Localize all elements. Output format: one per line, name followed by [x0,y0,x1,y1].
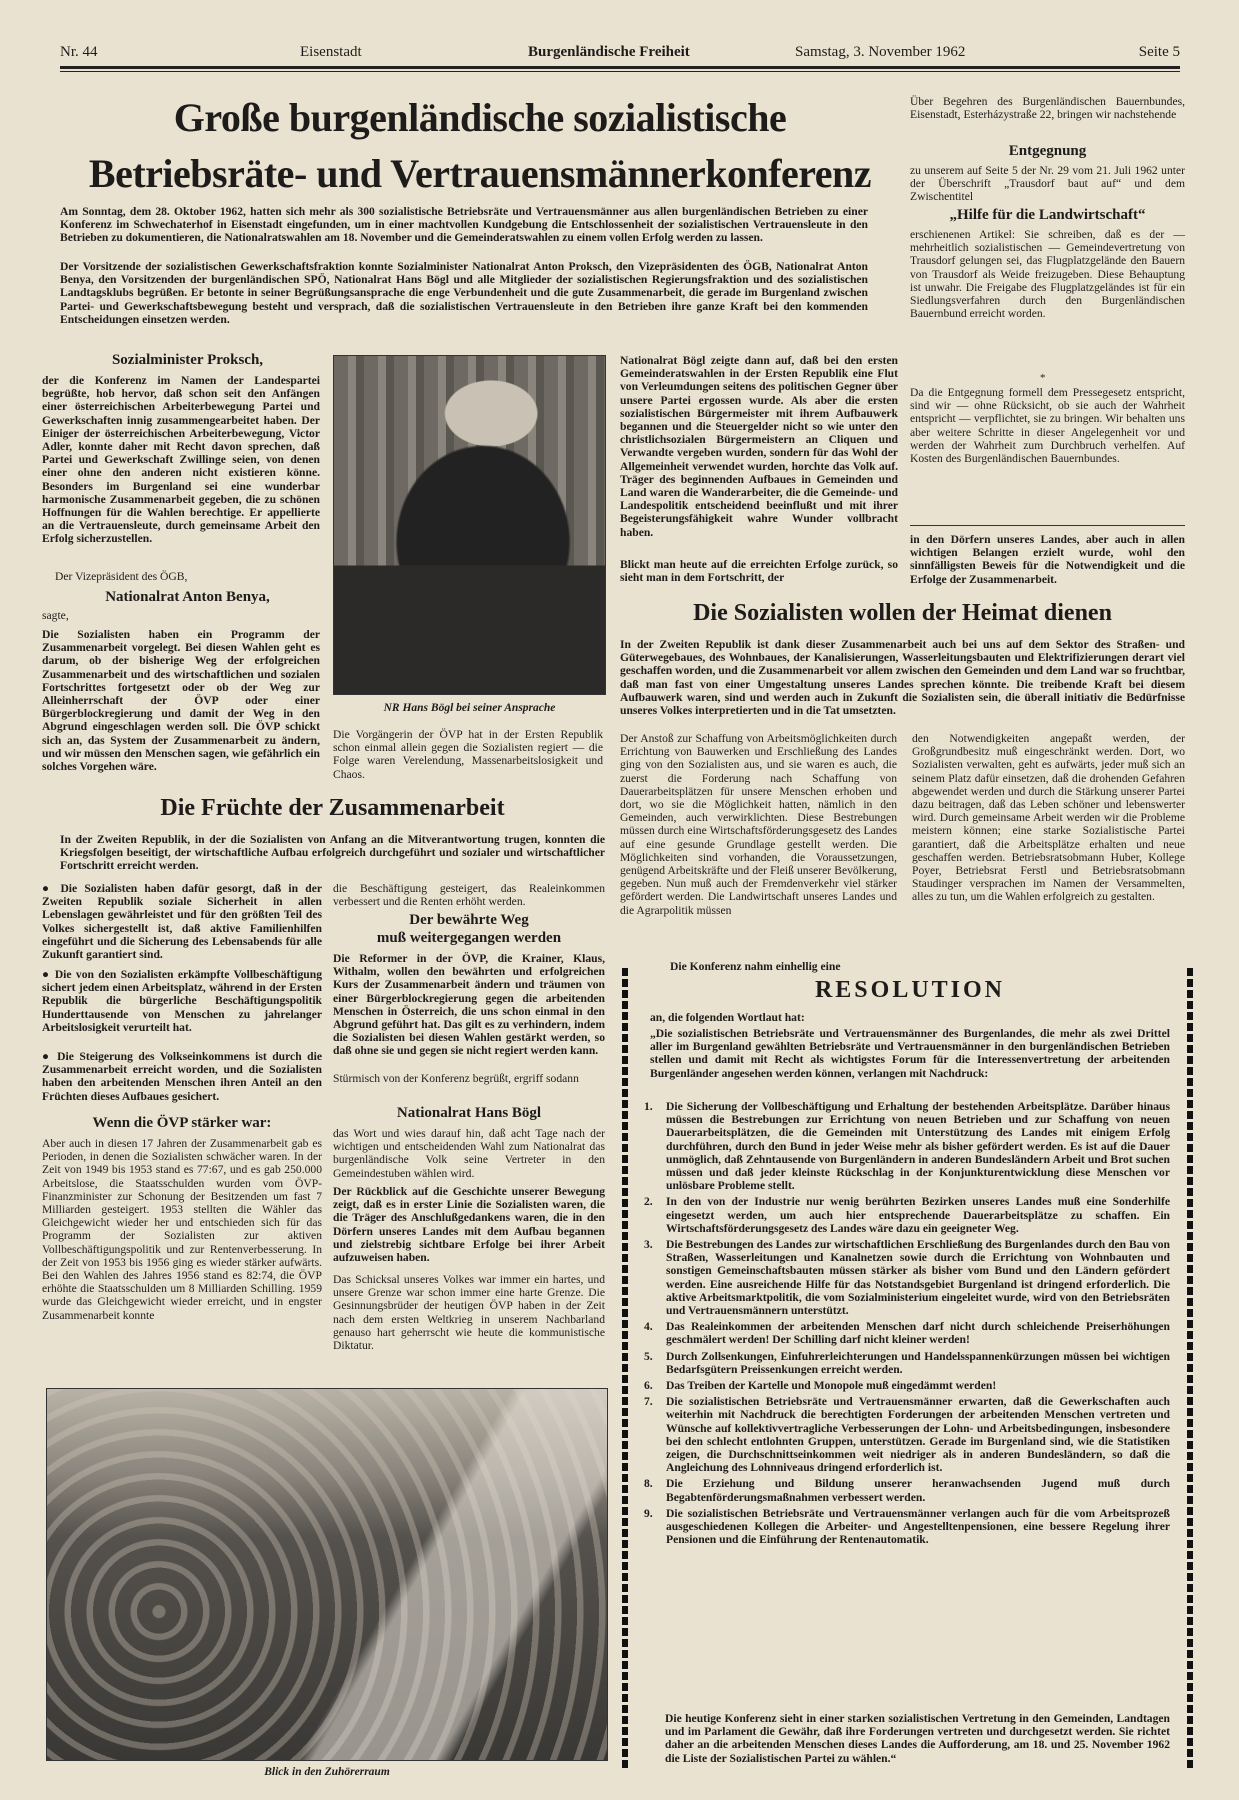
photo1-after-text: Die Vorgängerin der ÖVP hat in der Ersten Republik schon einmal allein gegen die Sozialisten regiert — die Folge waren Verelendung, Massenarbeitslosigkeit und Chaos. [333,728,603,781]
resolution-item-text: Die Erziehung und Bildung unserer heranwachsenden Jugend muß durch Begabtenförderungsmaßnahmen verbessert werden. [666,1477,1170,1504]
continued-text: in den Dörfern unseres Landes, aber auch in allen wichtigen Belangen erzielt wurde, wohl den sinnfälligsten Beweis für die Notwendigkeit und die Erfolge der Zusammenarbeit. [910,533,1185,586]
resolution-item [644,1507,1170,1547]
heimat-col2: den Notwendigkeiten angepaßt werden, der Großgrundbesitz muß eingeschränkt werden. Dort, wo Sozialisten verwalten, geht es aufwärts, jeder muß sich an seinem Platz dafür einsetzen, daß die drohenden Gefahren abgewendet werden und durch die Stärkung unserer Partei dazu beitragen, daß das Leben schöner und lebenswerter wird. Durch gemeinsame Arbeit werden wir die Probleme meistern können; eine starke Sozialistische Partei garantiert, daß die Arbeitsplätze erhalten und neue geschaffen werden. Betriebsratsobmann Huber, Kollege Poyer, Betriebsrat Ferstl und Betriebsratsobmann Staudinger versprachen im Namen der Versammelten, alles zu tun, um die Wahlen erfolgreich zu gestalten. [912,732,1185,904]
main-title-line2: Betriebsräte- und Vertrauensmännerkonferenz [88,151,872,196]
main-lead-2: Der Vorsitzende der sozialistischen Gewerkschaftsfraktion konnte Sozialminister Nationalrat Anton Proksch, den Vizepräsidenten des ÖGB, Nationalrat Anton Benya, den Vorsitzenden der burgenländischen SPÖ, Nationalrat Hans Bögl und alle Mitglieder der sozialistischen Regierungsfraktion und des sozialistischen Landtagsklubs begrüßen. Er betonte in seiner Begrüßungsansprache die enge Verbundenheit und die gute Zusammenarbeit, die gerade im Burgenland zwischen Partei- und Gewerkschaftsbewegung besteht und versprach, daß die sozialistischen Vertrauensleute in den Betrieben ihre ganze Kraft bei den kommenden Entscheidungen einsetzen werden. [60,260,868,326]
resolution-item-text: Das Realeinkommen der arbeitenden Menschen darf nicht durch schleichende Preiserhöhungen geschmälert werden! Der Schilling darf nicht kleiner werden! [666,1320,1170,1347]
fruechte-bullet-2: ● Die von den Sozialisten erkämpfte Vollbeschäftigung sichert jedem einen Arbeitsplatz, während in der Ersten Republik die bürgerliche Beschäftigungspolitik Hunderttausende von Menschen zu jahrelanger Arbeitslosigkeit verurteilt hat. [42,968,322,1034]
resolution-item [644,1238,1170,1317]
main-title-line1: Große burgenländische sozialistische [173,95,787,140]
entgegnung-text: zu unserem auf Seite 5 der Nr. 29 vom 21. Juli 1962 unter der Überschrift „Trausdorf baut auf“ und dem Zwischentitel [910,164,1185,204]
resolution-item-number: 7. [644,1395,653,1409]
resolution-border-left [622,968,628,1768]
resolution-item-number: 6. [644,1379,653,1393]
issue-number: Nr. 44 [60,44,98,60]
resolution-item [644,1350,1170,1376]
bauernbund-intro: Über Begehren des Burgenländischen Bauernbundes, Eisenstadt, Esterházystraße 22, bringen wir nachstehende [910,95,1185,122]
oevp-heading: Wenn die ÖVP stärker war: [92,1115,272,1131]
paper-name: Burgenländische Freiheit [528,44,690,60]
reply-text: Da die Entgegnung formell dem Pressegesetz entspricht, sind wir — ohne Rücksicht, ob sie auch der Wahrheit entspricht — verpflichtet, sie zu bringen. Wir behalten uns aber weitere Schritte in dieser Angelegenheit vor und werden der Wahrheit zum Durchbruch verhelfen. Auf Kosten des Burgenländischen Bauernbundes. [910,386,1185,466]
fruechte-bullet-3: ● Die Steigerung des Volkseinkommens ist durch die Zusammenarbeit erreicht worden, und die Sozialisten haben den arbeitenden Menschen ihren Anteil an den Früchten dieses Aufbaues gesichert. [42,1050,322,1103]
oevp-text: Aber auch in diesen 17 Jahren der Zusammenarbeit gab es Perioden, in denen die Sozialisten schwächer waren. In der Zeit von 1949 bis 1953 stand es 77:67, und es gab 250.000 Arbeitslose, die Staatsschulden wurden vom ÖVP-Finanzminister zur Schonung der Besitzenden um fast 7 Milliarden gesteigert. 1953 stellten die Wähler das Gleichgewicht wieder her und entschieden sich für das Programm der Sozialisten zur aktiven Vollbeschäftigungspolitik und zur Rentenverbesserung. In der Zeit von 1953 bis 1956 ging es wieder stärker aufwärts. Bei den Wahlen des Jahres 1956 stand es 82:74, die ÖVP erhöhte die Staatsschulden um 8 Milliarden Schilling. 1959 wurde das Gleichgewicht wieder erreicht, und in engster Zusammenarbeit konnte [42,1137,322,1322]
fruechte-bullet-1: ● Die Sozialisten haben dafür gesorgt, daß in der Zweiten Republik soziale Sicherheit in allen Lebenslagen gewährleistet und für den größten Teil des Volkes sichergestellt ist, daß aktive Familienhilfen eingeführt und die Sicherung des Lebensabends für alle Zukunft garantiert sind. [42,882,322,962]
heimat-col1: Der Anstoß zur Schaffung von Arbeitsmöglichkeiten durch Errichtung von Bauwerken und Erschließung des Landes ging von den Sozialisten aus, und sie waren es auch, die zuerst die Forderung nach Schaffung von Dauerarbeitsplätzen für unsere Menschen erhoben und dort, wo sie die Möglichkeit hatten, nämlich in den Gemeinden, auch verwirklichten. Diese Bestrebungen müssen durch eine Wirtschaftsförderungsgesetz des Landes auf eine gesunde Grundlage gestellt werden. Die Möglichkeiten sind vorhanden, die Voraussetzungen, genügend Arbeitskräfte und der Fleiß unserer Bevölkerung, gegeben. Nun muß auch der Fremdenverkehr viel stärker gefördert werden. Die Landwirtschaft unseres Landes und die Agrarpolitik müssen [620,732,897,917]
header-rule-thin [60,71,1180,72]
boegl-column-2: Blickt man heute auf die erreichten Erfolge zurück, so sieht man in dem Fortschritt, der [620,558,898,585]
resolution-item [644,1379,1170,1392]
header-rule [60,66,1180,69]
page-number: Seite 5 [1138,44,1180,60]
hilfe-heading: „Hilfe für die Landwirtschaft“ [949,207,1146,223]
heimat-title: Die Sozialisten wollen der Heimat dienen [693,600,1112,626]
boegl-text: das Wort und wies darauf hin, daß acht Tage nach der wichtigen und entscheidenden Wahl zum Nationalrat das burgenländische Volk seine Vertreter in den Gemeindestuben wählen wird. [333,1127,605,1180]
resolution-quote: „Die sozialistischen Betriebsräte und Vertrauensmänner des Burgenlandes, die mehr als zwei Drittel aller im Burgenland gewählten Betriebsräte und Vertrauensmänner in den burgenländischen Betrieben stellen und damit mit Recht als wichtigstes Forum für die Interessenvertretung der arbeitenden Burgenländer angesehen werden können, verlangen mit Nachdruck: [650,1027,1170,1080]
page-header [60,44,1180,66]
resolution-intro: an, die folgenden Wortlaut hat: [650,1011,805,1024]
proksch-text: der die Konferenz im Namen der Landespartei begrüßte, hob hervor, daß schon seit den Anfängen einer österreichischen Arbeiterbewegung Partei und Gewerkschaften innig zusammengearbeitet haben. Der Einiger der österreichischen Arbeiterbewegung, Victor Adler, konnte daher mit Recht davon sprechen, daß Partei und Gewerkschaft Zwillinge seien, von denen einer ohne den anderen nicht existieren könne. Besonders im Burgenland sei eine wunderbar harmonische Zusammenarbeit gegeben, die zu schönen Hoffnungen für die Wahlen berechtige. Er appellierte an die Vertrauensleute, durch gemeinsame Arbeit den Erfolg sicherzustellen. [42,374,320,546]
right-col-rule [910,525,1185,526]
resolution-item-number: 1. [644,1100,653,1113]
boegl-bold-text: Der Rückblick auf die Geschichte unserer Bewegung zeigt, daß es in erster Linie die Sozialisten waren, die die Träger des Anschlußgedankens waren, die in den Dörfern unseres Landes mit dem Aufbau begannen und zielstrebig sichtbare Erfolge bei ihrer Arbeit aufzuweisen haben. [333,1185,605,1265]
mid-text: die Beschäftigung gesteigert, das Realeinkommen verbessert und die Renten erhöht werden. [333,882,605,909]
resolution-pre: Die Konferenz nahm einhellig eine [670,960,841,973]
resolution-item-number: 3. [644,1238,653,1252]
resolution-border-right [1187,968,1193,1768]
bullet-dot: ● [42,1050,58,1063]
speaker-photo-caption: NR Hans Bögl bei seiner Ansprache [383,702,556,714]
resolution-item-text: Durch Zollsenkungen, Einfuhrerleichterungen und Handelsspannenkürzungen müssen bei wichtigen Bedarfsgütern Preissenkungen erreicht werden. [666,1349,1170,1376]
bullet-dot: ● [42,968,55,981]
resolution-title: RESOLUTION [814,977,1006,1003]
resolution-item [644,1100,1170,1192]
resolution-closing: Die heutige Konferenz sieht in einer starken sozialistischen Vertretung in den Gemeinden, Landtagen und im Parlament die Gewähr, daß ihre Forderungen vertreten und durchgesetzt werden. Sie richtet daher an die arbeitenden Menschen dieses Landes die Aufforderung, am 18. und 25. November 1962 die Liste der Sozialistischen Partei zu wählen.“ [665,1712,1170,1765]
proksch-heading: Sozialminister Proksch, [111,352,264,368]
weg-text-2: Stürmisch von der Konferenz begrüßt, ergriff sodann [333,1072,579,1085]
heimat-lead: In der Zweiten Republik ist dank dieser Zusammenarbeit auch bei uns auf dem Sektor des Straßen- und Güterwegebaues, des Wohnbaues, der Kanalisierungen, Wasserleitungsbauten und Elektrifizierungen derart viel geschaffen worden, und die Zusammenarbeit vor allem zwischen den Gemeinden und dem Land war so fruchtbar, daß man fast von einer Umgestaltung unseres Landes sprechen könnte. Die treibende Kraft bei diesem Aufbauwerk waren, sind und werden auch in Zukunft die Sozialisten sein, die überall initiativ die Bedürfnisse unseres Volkes interpretierten und in die Tat umsetzten. [620,638,1185,718]
weg-heading-2: muß weitergegangen werden [376,930,562,946]
bullet-dot: ● [42,882,61,895]
resolution-item-number: 8. [644,1477,653,1491]
resolution-item [644,1195,1170,1235]
main-lead: Am Sonntag, dem 28. Oktober 1962, hatten sich mehr als 300 sozialistische Betriebsräte und Vertrauensmänner aus allen burgenländischen Betrieben zu einer Konferenz im Schwechaterhof in Eisenstadt eingefunden, um in einer machtvollen Kundgebung die Entschlossenheit der sozialistischen Vertrauensleute in den Betrieben zu dokumentieren, die Nationalratswahlen am 18. November und die Gemeinderatswahlen zu einem vollen Erfolg werden zu lassen. [60,205,868,245]
audience-photo [46,1388,608,1761]
benya-text: Die Sozialisten haben ein Programm der Zusammenarbeit vorgelegt. Bei diesen Wahlen geht es darum, ob der bisherige Weg der erfolgreichen Zusammenarbeit und des wirtschaftlichen und sozialen Fortschrittes fortgesetzt oder ob der Weg zur Alleinherrschaft der ÖVP oder einer Bürgerblockregierung und damit der Weg in den Abgrund eingeschlagen werden soll. Die ÖVP schickt sich an, das System der Zusammenarbeit zu ändern, und wir müssen den Menschen sagen, wie gefährlich ein solches Vorgehen wäre. [42,628,320,774]
separator-star: * [1040,372,1046,384]
speaker-photo [333,355,606,695]
benya-sagte: sagte, [42,609,69,622]
boegl-column: Nationalrat Bögl zeigte dann auf, daß bei den ersten Gemeinderatswahlen in der Ersten Republik eine Flut von Verleumdungen seitens des politischen Gegner über unsere Partei ergossen wurde. Als aber die ersten sozialistischen Bürgermeister mit ihrem Aufbauwerk begannen und die Steuergelder nicht so wie unter den christlichsozialen Bürgermeistern an Cliquen und Verwandte vergeben wurden, sondern für das Wohl der Allgemeinheit verwendet wurden, horchte das Volk auf. Träger des beginnenden Aufbaues in Gemeinden und Land waren die Wanderarbeiter, die die Gemeinde- und Landespolitik entscheidend beeinflußt und mit ihrer Begeisterungsfähigkeit wahre Wunder vollbracht haben. [620,354,898,539]
fruechte-lead: In der Zweiten Republik, in der die Sozialisten von Anfang an die Mitverantwortung trugen, konnten die Kriegsfolgen beseitigt, der wirtschaftliche Aufbau erfolgreich durchgeführt und sozialer und wirtschaftlicher Fortschritt erreicht werden. [60,833,605,873]
issue-date: Samstag, 3. November 1962 [795,44,966,60]
boegl-heading: Nationalrat Hans Bögl [396,1105,542,1121]
benya-heading: Nationalrat Anton Benya, [105,589,270,605]
resolution-item-number: 4. [644,1320,653,1334]
boegl-text-2: Das Schicksal unseres Volkes war immer ein hartes, und unsere Grenze war schon immer eine harte Grenze. Die Gesinnungsbrüder der heutigen ÖVP haben in der Zeit nach dem ersten Weltkrieg in unserem Nachbarland genauso hart geherrscht wie heute die kommunistische Diktatur. [333,1273,605,1353]
weg-heading-1: Der bewährte Weg [409,912,529,928]
resolution-item-text: In den von der Industrie nur wenig berührten Bezirken unseres Landes muß eine Sonderhilfe eingesetzt werden, um auch hier entsprechende Dauerarbeitsplätze zu schaffen. Ein Wirtschaftsförderungsgesetz des Landes wäre dazu ein geeigneter Weg. [666,1195,1170,1235]
resolution-item-text: Die Sicherung der Vollbeschäftigung und Erhaltung der bestehenden Arbeitsplätze. Darüber hinaus müssen die Bestrebungen zur Errichtung von neuen Betrieben und zur Schaffung von neuen Dauerarbeitsplätzen, die die Gemeinden mit Unterstützung des Landes mit einigem Erfolg durchführen, durch den Bund in jeder Weise mehr als bisher gefördert werden. Es ist auf die Dauer unmöglich, daß Zehntausende von Burgenländern in anderen Bundesländern Arbeit und Brot suchen müssen und daß jeder kleinste Rückschlag in der Konjunkturentwicklung diese Menschen vor unlösbare Probleme stellt. [666,1100,1170,1193]
resolution-item-number: 9. [644,1506,653,1520]
resolution-item [644,1477,1170,1503]
resolution-item-text: Die sozialistischen Betriebsräte und Vertrauensmänner erwarten, daß die Gewerkschaften auch weiterhin mit Nachdruck die berechtigten Forderungen der arbeitenden Menschen vertreten und Wünsche auf kollektivvertragliche Verbesserungen der Lohn- und Arbeitsbedingungen, insbesondere bei den schlecht entlohnten Gruppen, unterstützen. Gerade im Burgenland sind, wie die Statistiken zeigen, die Durchschnittseinkommen weit niedriger als in anderen Bundesländern, so daß die Angleichung des Lohnniveaus dringend erforderlich ist. [666,1395,1170,1475]
resolution-item-number: 5. [644,1349,653,1363]
resolution-item-number: 2. [644,1195,653,1209]
entgegnung-heading: Entgegnung [1008,143,1087,159]
place: Eisenstadt [300,44,362,60]
resolution-item-text: Die sozialistischen Betriebsräte und Vertrauensmänner verlangen auch für die vom Arbeitsprozeß ausgeschiedenen Kollegen die Arbeiter- und Angestelltenpensionen, eine bessere Regelung ihrer Pensionen und die Einführung der Rentenautomatik. [666,1506,1170,1547]
benya-intro: Der Vizepräsident des ÖGB, [55,570,188,583]
weg-text: Die Reformer in der ÖVP, die Krainer, Klaus, Withalm, wollen den bewährten und erfolgreichen Kurs der Zusammenarbeit ändern und träumen von einer Bürgerblockregierung gegen die arbeitenden Menschen in Österreich, die uns schon einmal in den Abgrund geführt hat. Das gilt es zu verhindern, indem die Sozialisten bei diesen Wahlen gestärkt werden, so daß ohne sie und gegen sie nicht regiert werden kann. [333,952,605,1058]
resolution-list [644,1100,1170,1550]
resolution-item-text: Die Bestrebungen des Landes zur wirtschaftlichen Erschließung des Burgenlandes durch den Bau von Straßen, Wasserleitungen und Kanalnetzen sowie durch die Errichtung von Wohnbauten und sonstigen Gemeinschaftsbauten müssen stärker als bisher vom Bund und den Ländern gefördert werden. Eine ausreichende Hilfe für das Notstandsgebiet Burgenland ist dringend erforderlich. Die aktive Arbeitsmarktpolitik, die vom Sozialministerium eingeleitet wurde, wird von den Betriebsräten und Vertrauensmännern unterstützt. [666,1238,1170,1318]
resolution-item-text: Das Treiben der Kartelle und Monopole muß eingedämmt werden! [666,1379,997,1393]
fruechte-title: Die Früchte der Zusammenarbeit [160,795,505,821]
audience-photo-caption: Blick in den Zuhörerraum [264,1766,390,1778]
resolution-item [644,1395,1170,1474]
resolution-item [644,1320,1170,1346]
hilfe-text: erschienenen Artikel: Sie schreiben, daß es der — mehrheitlich sozialistischen — Gemeindevertretung von Trausdorf gelungen sei, das Flugplatzgelände den Bauern von Trausdorf als Weide freizugeben. Diese Behauptung ist unwahr. Die Freigabe des Flugplatzgeländes ist für ein Siedlungsverfahren durch den Burgenländischen Bauernbund erreicht worden. [910,228,1185,321]
